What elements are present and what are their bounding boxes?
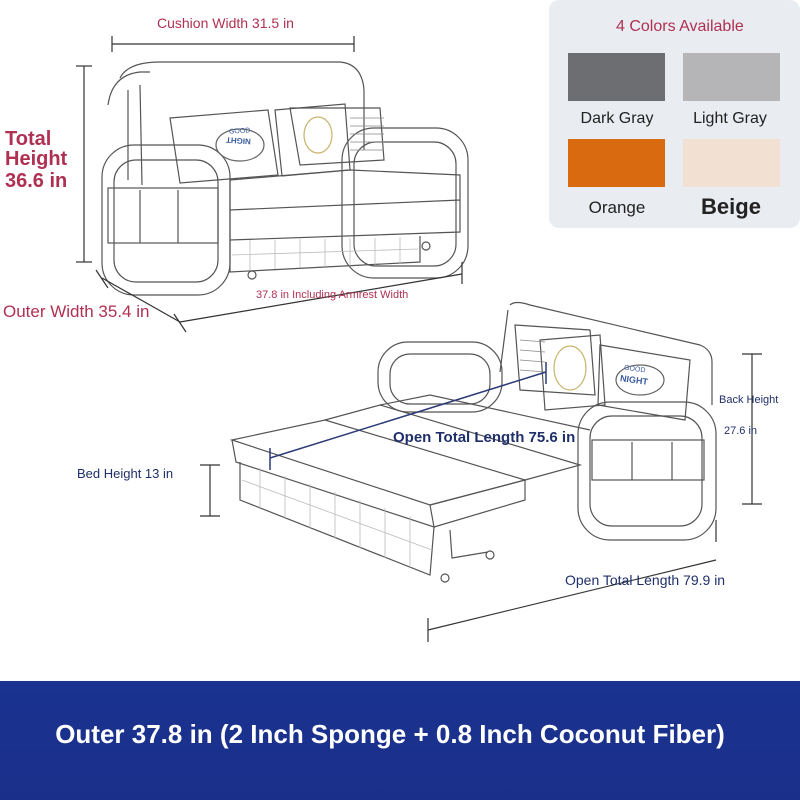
colors-panel [549,0,800,228]
total-height-label-1: Total [5,128,52,150]
swatch-label-light-gray: Light Gray [693,110,767,127]
swatch-dark-gray[interactable] [568,53,665,101]
bed-height-label: Bed Height 13 in [77,466,174,481]
pillow-text-night-2: NIGHT [619,373,649,387]
inner-length-line [270,362,546,470]
swatch-label-beige: Beige [701,194,761,219]
back-height-value: 27.6 in [724,425,758,437]
total-height-label-3: 36.6 in [5,170,68,192]
swatch-label-orange: Orange [588,198,646,217]
pillow-text-good: GOOD [228,127,251,136]
swatch-beige[interactable] [683,139,780,187]
back-height-label: Back Height [719,394,779,406]
pillow-text-night: NIGHT [225,135,252,146]
pillow-text-good-2: GOOD [623,364,646,375]
sofa-closed-illustration [102,62,468,295]
open-length-inner-label: Open Total Length 75.6 in [393,429,576,446]
total-height-label-2: Height [5,148,68,170]
colors-title: 4 Colors Available [616,18,744,35]
footer-text: Outer 37.8 in (2 Inch Sponge + 0.8 Inch Coconut Fiber) [55,719,725,749]
swatch-label-dark-gray: Dark Gray [580,110,654,127]
swatch-orange[interactable] [568,139,665,187]
open-length-total-label: Open Total Length 79.9 in [565,572,726,588]
swatch-light-gray[interactable] [683,53,780,101]
outer-width-label: Outer Width 35.4 in [3,302,150,321]
armrest-width-label: 37.8 in Including Armrest Width [256,289,409,301]
cushion-width-label: Cushion Width 31.5 in [157,15,294,31]
